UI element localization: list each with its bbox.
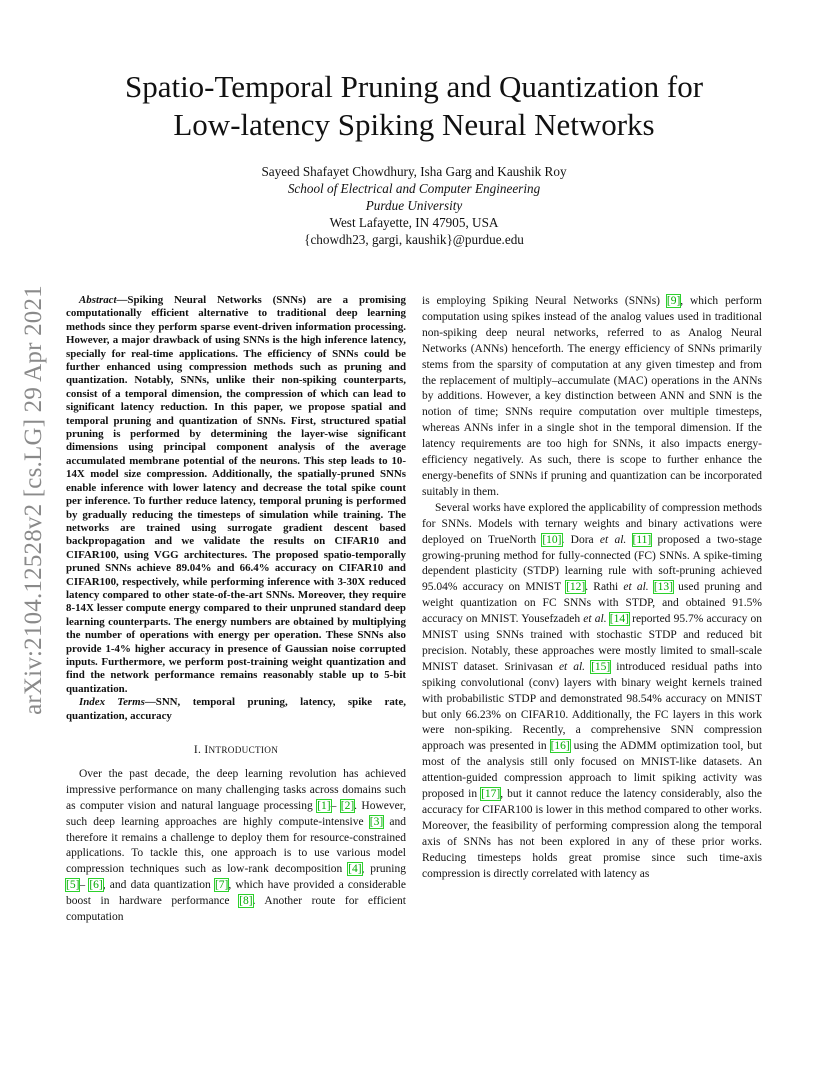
author-location: West Lafayette, IN 47905, USA — [329, 215, 499, 230]
author-department: School of Electrical and Computer Engineering — [287, 181, 541, 196]
citation-link[interactable]: [1] — [317, 799, 331, 812]
et-al-text: et al. — [583, 613, 607, 626]
arxiv-stamp — [14, 285, 54, 715]
title-line-1: Spatio-Temporal Pruning and Quantization for — [124, 69, 704, 104]
citation-link[interactable]: [5] — [66, 879, 80, 892]
intro-paragraph-2: Several works have explored the applicability of compression methods for SNNs. Models with ternary weights and binary activations were deployed on TrueNorth [10]. Dora et al. [11] proposed a two-stage growing-pruning method for fully-connected (FC) SNNs. A spike-timing dependent plasticity (STDP) learning rule with soft-pruning achieved 95.04% accuracy on MNIST [12]. Rathi et al. [13] used pruning and weight quantization on FC SNNs with STDP, and obtained 91.5% accuracy on MNIST. Yousefzadeh et al. [14] reported 95.7% accuracy on MNIST using SNNs trained with stochastic STDP and reduced bit precision. Notably, these approaches were mostly limited to small-scale MNIST dataset. Srinivasan et al. [15] introduced residual paths into spiking convolutional (conv) layers with binary weight kernels trained with probabilistic STDP and demonstrated 98.54% accuracy on MNIST but only 66.23% on CIFAR10. Additionally, the FC layers in this work were non-spiking. Recently, a comprehensive SNN compression approach was presented in [16] using the ADMM optimization tool, but most of the analysis still only focused on MNIST-like datasets. An attention-guided compression approach to limit spiking activity was proposed in [17], but it cannot reduce the latency considerably, also the accuracy for CIFAR100 is lower in this method compared to other works. Moreover, the feasibility of performing compression along the temporal axis of SNNs has not been explored in any of these prior works. Reducing timesteps holds great promise since such time-axis compression is directly correlated with latency as — [422, 501, 763, 880]
left-column — [66, 294, 406, 926]
title-line-2: Low-latency Spiking Neural Networks — [173, 107, 655, 142]
index-terms — [66, 696, 406, 723]
author-block — [60, 163, 768, 248]
et-al-text: et al. — [558, 660, 586, 673]
abstract-label: Abstract — [79, 294, 117, 306]
citation-link[interactable]: [11] — [632, 533, 652, 546]
right-column — [422, 294, 762, 883]
author-names: Sayeed Shafayet Chowdhury, Isha Garg and Kaushik Roy — [261, 164, 567, 179]
index-terms-text: —SNN, temporal pruning, latency, spike rate, quantization, accuracy — [66, 696, 406, 722]
author-emails: {chowdh23, gargi, kaushik}@purdue.edu — [304, 232, 524, 247]
citation-link[interactable]: [6] — [89, 879, 103, 892]
et-al-text: et al. — [623, 581, 649, 594]
citation-link[interactable]: [12] — [566, 581, 586, 594]
citation-link[interactable]: [16] — [550, 740, 570, 753]
abstract-text: —Spiking Neural Networks (SNNs) are a promising computationally efficient alternative to traditional deep learning methods since they perform sparse event-driven information processing. However, a major drawback of using SNNs is the high inference latency, specially for real-time applications. The efficiency of SNNs could be further enhanced using compression methods such as pruning and quantization. Notably, SNNs, unlike their non-spiking counterparts, consist of a temporal dimension, the compression of which can lead to significant latency reduction. In this paper, we propose spatial and temporal pruning and quantization of SNNs. First, structured spatial pruning is performed by determining the layer-wise significant dimensions using principal component analysis of the average accumulated membrane potential of the neurons. This step leads to 10-14X model size compression. Additionally, the spatially-pruned SNNs enable inference with lower latency and decrease the total spike count per inference. To further reduce latency, temporal pruning is performed by gradually reducing the timesteps of simulation while training. The networks are trained using surrogate gradient descent based backpropagation and we validate the results on CIFAR10 and CIFAR100, using VGG architectures. The proposed spatio-temporally pruned SNNs achieve 89.04% and 66.4% accuracy on CIFAR10 and CIFAR100, respectively, while performing inference with 3-30X reduced latency compared to other state-of-the-art SNNs. Moreover, they require 8-14X lesser compute energy compared to their unpruned standard deep learning counterparts. The energy numbers are obtained by multiplying the number of operations with energy per operation. These SNNs also provide 1-4% higher accuracy in presence of Gaussian noise corrupted inputs. Furthermore, we perform post-training weight quantization and find the network performance remains reasonably stable up to 5-bit quantization. — [66, 294, 406, 695]
author-university: Purdue University — [365, 198, 463, 213]
et-al-text: et al. — [599, 533, 627, 546]
citation-link[interactable]: [15] — [591, 660, 611, 673]
intro-paragraph-1-continued: is employing Spiking Neural Networks (SNNs) [9], which perform computation using spikes instead of the analog values used in traditional non-spiking deep neural networks, referred to as Analog Neural Networks (ANNs) henceforth. The energy efficiency of SNNs primarily stems from the sparsity of computation at any given timestep and from the replacement of multiply–accumulate (MAC) operations in the ANNs by additions. However, a key distinction between ANN and SNN is the notion of time; SNNs require computation over multiple timesteps, whereas ANNs infer in a single shot in the temporal dimension. If the latency requirements are too high for SNNs, it also impacts energy-efficiency negatively. As such, there is scope to further enhance the energy-benefits of SNNs if pruning and quantization can be incorporated suitably in them. — [422, 295, 762, 498]
citation-link[interactable]: [10] — [542, 533, 562, 546]
citation-link[interactable]: [8] — [239, 895, 253, 908]
section-title-initial: I — [204, 744, 209, 756]
section-number: I. — [193, 744, 202, 756]
abstract — [66, 294, 406, 696]
citation-link[interactable]: [13] — [653, 581, 674, 594]
citation-link[interactable]: [9] — [666, 295, 681, 307]
section-title-rest: NTRODUCTION — [208, 745, 279, 755]
citation-link[interactable]: [2] — [340, 799, 355, 812]
arxiv-identifier: arXiv:2104.12528v2 [cs.LG] 29 Apr 2021 — [20, 285, 47, 715]
citation-link[interactable]: [7] — [214, 879, 229, 892]
citation-link[interactable]: [4] — [348, 863, 362, 876]
citation-link[interactable]: [14] — [609, 613, 629, 626]
citation-link[interactable]: [3] — [369, 815, 384, 828]
citation-link[interactable]: [17] — [481, 788, 501, 801]
paper-title — [60, 68, 768, 144]
intro-paragraph-1: Over the past decade, the deep learning revolution has achieved impressive performance on many challenging tasks across domains such as computer vision and natural language processing [1]– [2]. However, such deep learning approaches are highly compute-intensive [3] and therefore it remains a challenge to deploy them for resource-constrained applications. To tackle this, one approach is to use various model compression techniques such as low-rank decomposition [4], pruning [5]– [6], and data quantization [7], which have provided a considerable boost in hardware performance [8]. Another route for efficient computation — [66, 767, 407, 924]
index-terms-label: Index Terms — [79, 696, 145, 709]
section-heading-introduction — [66, 743, 406, 759]
